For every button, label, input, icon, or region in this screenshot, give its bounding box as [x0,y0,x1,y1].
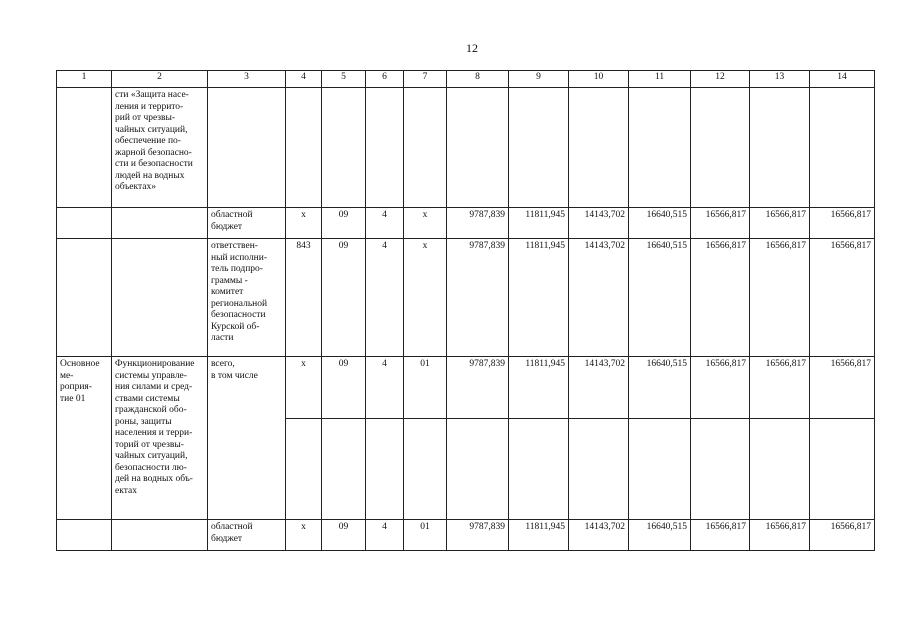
value-cell: 11811,945 [509,239,569,357]
code-cell: х [404,208,447,239]
value-cell: 9787,839 [447,208,509,239]
value-cell: 16566,817 [750,208,810,239]
page-number: 12 [466,41,478,55]
header-cell: 13 [750,71,810,88]
value-cell: 9787,839 [447,357,509,419]
header-cell: 10 [569,71,629,88]
budget-table [56,70,875,551]
code-cell: 01 [404,520,447,551]
code-cell: х [286,520,322,551]
header-cell: 4 [286,71,322,88]
header-cell: 14 [810,71,875,88]
header-cell: 9 [509,71,569,88]
table-row [57,208,875,239]
value-cell: 16640,515 [629,239,691,357]
value-cell: 16566,817 [810,520,875,551]
value-cell: 14143,702 [569,208,629,239]
value-cell: 16566,817 [691,357,750,419]
header-cell: 11 [629,71,691,88]
header-cell: 12 [691,71,750,88]
value-cell: 9787,839 [447,239,509,357]
code-cell: 4 [366,239,404,357]
header-cell: 3 [208,71,286,88]
activity-name-cell: Функционирование системы управле- ния силами и сред- ствами системы гражданской обо- роны, защиты населения и терри- торий от чрезвы- чайных ситуаций, безопасности лю- дей на водных объ- ектах [112,357,208,520]
header-cell: 1 [57,71,112,88]
table-row [57,239,875,357]
value-cell: 9787,839 [447,520,509,551]
value-cell: 16566,817 [810,357,875,419]
value-cell: 16566,817 [750,520,810,551]
code-cell: 09 [322,357,366,419]
table-row [57,520,875,551]
value-cell: 16640,515 [629,357,691,419]
table-row [57,88,875,208]
funding-source-cell: областной бюджет [208,520,286,551]
value-cell: 16566,817 [810,239,875,357]
value-cell: 14143,702 [569,520,629,551]
code-cell: 4 [366,208,404,239]
value-cell: 14143,702 [569,357,629,419]
value-cell: 11811,945 [509,357,569,419]
value-cell: 11811,945 [509,208,569,239]
value-cell: 16566,817 [750,357,810,419]
code-cell: 843 [286,239,322,357]
value-cell: 14143,702 [569,239,629,357]
code-cell: х [286,208,322,239]
code-cell: 09 [322,520,366,551]
header-cell: 6 [366,71,404,88]
code-cell: 01 [404,357,447,419]
activity-label-cell: Основное ме- роприя- тие 01 [57,357,112,520]
value-cell: 16566,817 [750,239,810,357]
value-cell: 16640,515 [629,520,691,551]
code-cell: 09 [322,208,366,239]
executor-cell: ответствен- ный исполни- тель подпро- граммы - комитет региональной безопасности Курской об- ласти [208,239,286,357]
code-cell: 4 [366,520,404,551]
value-cell: 16566,817 [691,208,750,239]
value-cell: 16640,515 [629,208,691,239]
code-cell: х [404,239,447,357]
value-cell: 16566,817 [810,208,875,239]
value-cell: 16566,817 [691,520,750,551]
header-cell: 2 [112,71,208,88]
subprogram-name-cell: сти «Защита насе- ления и террито- рий от чрезвы- чайных ситуаций, обеспечение по- жарной безопасно- сти и безопасности людей на водных объектах» [112,88,208,208]
table-row [57,357,875,419]
code-cell: х [286,357,322,419]
header-cell: 5 [322,71,366,88]
header-cell: 8 [447,71,509,88]
funding-total-cell: всего, в том числе [208,357,286,520]
header-row [57,71,875,88]
code-cell: 09 [322,239,366,357]
header-cell: 7 [404,71,447,88]
code-cell: 4 [366,357,404,419]
funding-source-cell: областной бюджет [208,208,286,239]
value-cell: 16566,817 [691,239,750,357]
value-cell: 11811,945 [509,520,569,551]
